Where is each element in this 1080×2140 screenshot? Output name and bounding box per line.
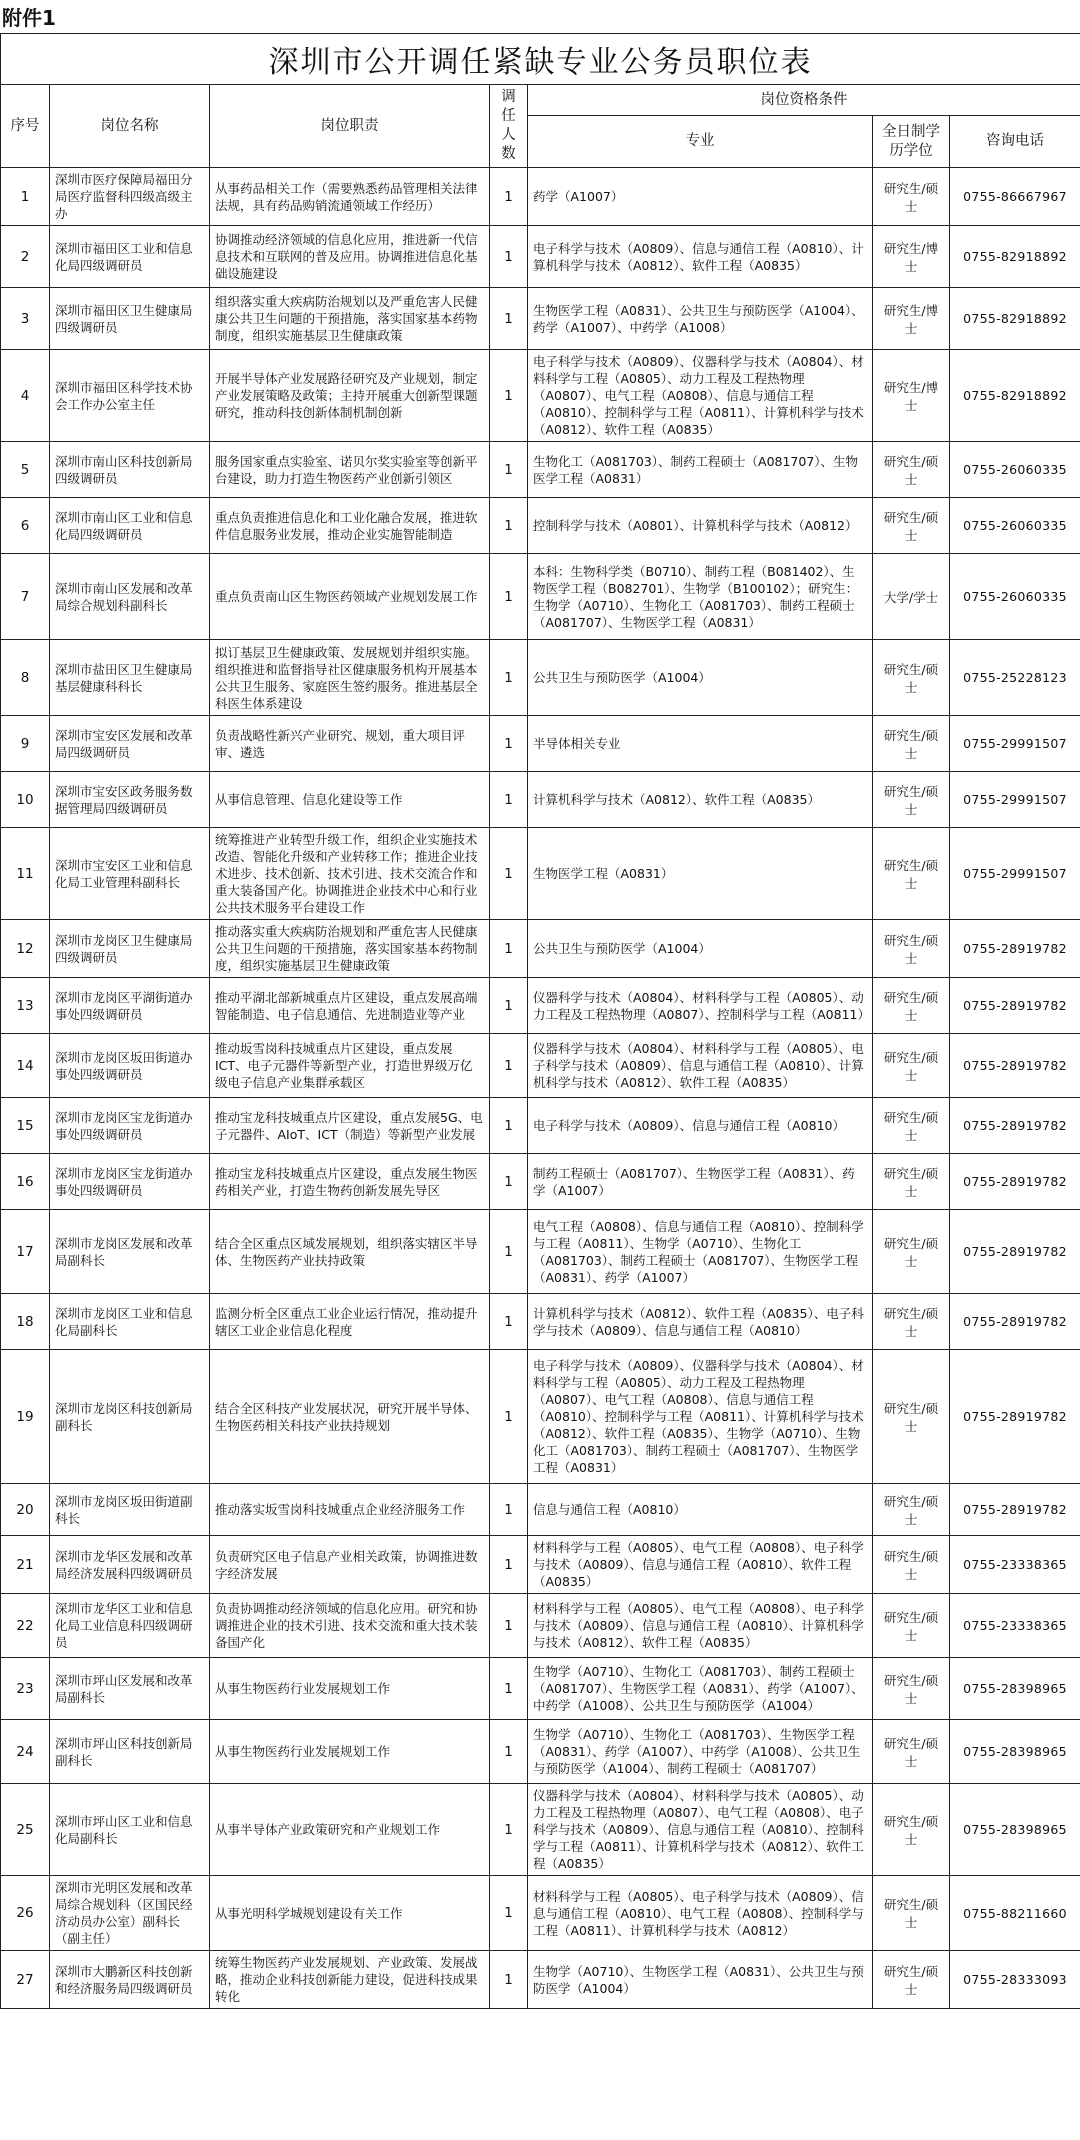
contact-phone: 0755-28919782 — [950, 1294, 1080, 1350]
position-degree: 研究生/硕士 — [873, 1210, 950, 1294]
position-major: 材料科学与工程（A0805）、电气工程（A0808）、电子科学与技术（A0809）、信息与通信工程（A0810）、计算机科学与技术（A0812）、软件工程（A0835） — [528, 1594, 873, 1658]
position-duty: 负责战略性新兴产业研究、规划，重大项目评审、遴选 — [210, 716, 490, 772]
position-duty: 从事半导体产业政策研究和产业规划工作 — [210, 1784, 490, 1876]
header-seq: 序号 — [1, 85, 50, 168]
header-position: 岗位名称 — [50, 85, 210, 168]
position-count: 1 — [490, 1294, 528, 1350]
position-major: 生物学（A0710）、生物医学工程（A0831）、公共卫生与预防医学（A1004） — [528, 1951, 873, 2009]
position-count: 1 — [490, 498, 528, 554]
position-degree: 研究生/硕士 — [873, 828, 950, 920]
row-number: 11 — [1, 828, 50, 920]
position-degree: 研究生/硕士 — [873, 1154, 950, 1210]
position-duty: 推动宝龙科技城重点片区建设，重点发展生物医药相关产业，打造生物药创新发展先导区 — [210, 1154, 490, 1210]
position-major: 生物化工（A081703）、制药工程硕士（A081707）、生物医学工程（A0831） — [528, 442, 873, 498]
header-phone: 咨询电话 — [950, 116, 1080, 168]
position-major: 信息与通信工程（A0810） — [528, 1484, 873, 1536]
position-name: 深圳市龙岗区科技创新局副科长 — [50, 1350, 210, 1484]
table-row — [1, 1034, 1080, 1098]
position-duty: 统筹生物医药产业发展规划、产业政策、发展战略，推动企业科技创新能力建设，促进科技成果转化 — [210, 1951, 490, 2009]
header-qualification: 岗位资格条件 — [528, 85, 1080, 116]
row-number: 2 — [1, 226, 50, 288]
table-row — [1, 1951, 1080, 2009]
position-count: 1 — [490, 920, 528, 978]
position-major: 电子科学与技术（A0809）、信息与通信工程（A0810）、计算机科学与技术（A0812）、软件工程（A0835） — [528, 226, 873, 288]
table-row — [1, 1658, 1080, 1720]
contact-phone: 0755-26060335 — [950, 554, 1080, 640]
position-degree: 研究生/博士 — [873, 350, 950, 442]
position-degree: 研究生/硕士 — [873, 1350, 950, 1484]
row-number: 8 — [1, 640, 50, 716]
position-name: 深圳市宝安区发展和改革局四级调研员 — [50, 716, 210, 772]
position-major: 电子科学与技术（A0809）、仪器科学与技术（A0804）、材料科学与工程（A0805）、动力工程及工程热物理（A0807）、电气工程（A0808）、信息与通信工程（A0810）、控制科学与工程（A0811）、计算机科学与技术（A0812）、软件工程（A0835） — [528, 350, 873, 442]
table-row — [1, 288, 1080, 350]
position-name: 深圳市宝安区政务服务数据管理局四级调研员 — [50, 772, 210, 828]
contact-phone: 0755-29991507 — [950, 828, 1080, 920]
position-major: 仪器科学与技术（A0804）、材料科学与工程（A0805）、电子科学与技术（A0809）、信息与通信工程（A0810）、计算机科学与技术（A0812）、软件工程（A0835） — [528, 1034, 873, 1098]
row-number: 16 — [1, 1154, 50, 1210]
position-name: 深圳市龙华区工业和信息化局工业信息科四级调研员 — [50, 1594, 210, 1658]
table-row — [1, 978, 1080, 1034]
table-row — [1, 772, 1080, 828]
page-title: 深圳市公开调任紧缺专业公务员职位表 — [1, 34, 1080, 85]
position-name: 深圳市龙岗区宝龙街道办事处四级调研员 — [50, 1098, 210, 1154]
position-count: 1 — [490, 1210, 528, 1294]
row-number: 15 — [1, 1098, 50, 1154]
position-duty: 从事生物医药行业发展规划工作 — [210, 1720, 490, 1784]
position-name: 深圳市盐田区卫生健康局基层健康科科长 — [50, 640, 210, 716]
table-row — [1, 1876, 1080, 1951]
position-degree: 研究生/硕士 — [873, 498, 950, 554]
header-degree: 全日制学历学位 — [873, 116, 950, 168]
contact-phone: 0755-86667967 — [950, 168, 1080, 226]
contact-phone: 0755-26060335 — [950, 498, 1080, 554]
position-degree: 研究生/硕士 — [873, 1658, 950, 1720]
position-count: 1 — [490, 1536, 528, 1594]
position-major: 仪器科学与技术（A0804）、材料科学与工程（A0805）、动力工程及工程热物理（A0807）、控制科学与工程（A0811） — [528, 978, 873, 1034]
position-name: 深圳市龙岗区坂田街道办事处四级调研员 — [50, 1034, 210, 1098]
contact-phone: 0755-28919782 — [950, 1210, 1080, 1294]
position-duty: 负责研究区电子信息产业相关政策，协调推进数字经济发展 — [210, 1536, 490, 1594]
position-degree: 研究生/硕士 — [873, 772, 950, 828]
position-name: 深圳市龙岗区卫生健康局四级调研员 — [50, 920, 210, 978]
contact-phone: 0755-28919782 — [950, 1034, 1080, 1098]
contact-phone: 0755-23338365 — [950, 1594, 1080, 1658]
position-name: 深圳市医疗保障局福田分局医疗监督科四级高级主办 — [50, 168, 210, 226]
table-row — [1, 1350, 1080, 1484]
position-degree: 研究生/硕士 — [873, 920, 950, 978]
position-major: 半导体相关专业 — [528, 716, 873, 772]
position-degree: 研究生/硕士 — [873, 168, 950, 226]
table-row — [1, 1594, 1080, 1658]
position-count: 1 — [490, 1658, 528, 1720]
position-duty: 协调推动经济领域的信息化应用，推进新一代信息技术和互联网的普及应用。协调推进信息化基础设施建设 — [210, 226, 490, 288]
row-number: 19 — [1, 1350, 50, 1484]
table-row — [1, 1720, 1080, 1784]
position-count: 1 — [490, 1876, 528, 1951]
position-duty: 从事光明科学城规划建设有关工作 — [210, 1876, 490, 1951]
row-number: 12 — [1, 920, 50, 978]
position-degree: 研究生/硕士 — [873, 1876, 950, 1951]
position-count: 1 — [490, 168, 528, 226]
row-number: 5 — [1, 442, 50, 498]
position-count: 1 — [490, 640, 528, 716]
position-duty: 从事药品相关工作（需要熟悉药品管理相关法律法规，具有药品购销流通领域工作经历） — [210, 168, 490, 226]
position-degree: 研究生/博士 — [873, 288, 950, 350]
contact-phone: 0755-82918892 — [950, 226, 1080, 288]
position-degree: 研究生/硕士 — [873, 640, 950, 716]
position-table — [0, 33, 1080, 2009]
position-degree: 研究生/硕士 — [873, 1720, 950, 1784]
table-row — [1, 226, 1080, 288]
position-major: 计算机科学与技术（A0812）、软件工程（A0835）、电子科学与技术（A0809）、信息与通信工程（A0810） — [528, 1294, 873, 1350]
position-major: 公共卫生与预防医学（A1004） — [528, 920, 873, 978]
contact-phone: 0755-23338365 — [950, 1536, 1080, 1594]
position-count: 1 — [490, 350, 528, 442]
position-duty: 从事生物医药行业发展规划工作 — [210, 1658, 490, 1720]
position-degree: 研究生/硕士 — [873, 1951, 950, 2009]
position-count: 1 — [490, 1350, 528, 1484]
row-number: 22 — [1, 1594, 50, 1658]
position-major: 计算机科学与技术（A0812）、软件工程（A0835） — [528, 772, 873, 828]
contact-phone: 0755-28398965 — [950, 1784, 1080, 1876]
position-name: 深圳市福田区科学技术协会工作办公室主任 — [50, 350, 210, 442]
position-count: 1 — [490, 1784, 528, 1876]
position-degree: 研究生/硕士 — [873, 716, 950, 772]
row-number: 17 — [1, 1210, 50, 1294]
position-degree: 研究生/硕士 — [873, 1484, 950, 1536]
table-row — [1, 1784, 1080, 1876]
position-degree: 研究生/博士 — [873, 226, 950, 288]
position-major: 公共卫生与预防医学（A1004） — [528, 640, 873, 716]
contact-phone: 0755-29991507 — [950, 716, 1080, 772]
row-number: 3 — [1, 288, 50, 350]
row-number: 23 — [1, 1658, 50, 1720]
table-row — [1, 442, 1080, 498]
position-count: 1 — [490, 1720, 528, 1784]
position-degree: 研究生/硕士 — [873, 1784, 950, 1876]
position-duty: 监测分析全区重点工业企业运行情况，推动提升辖区工业企业信息化程度 — [210, 1294, 490, 1350]
row-number: 27 — [1, 1951, 50, 2009]
position-name: 深圳市龙岗区宝龙街道办事处四级调研员 — [50, 1154, 210, 1210]
position-duty: 组织落实重大疾病防治规划以及严重危害人民健康公共卫生问题的干预措施，落实国家基本药物制度，组织实施基层卫生健康政策 — [210, 288, 490, 350]
position-name: 深圳市南山区科技创新局四级调研员 — [50, 442, 210, 498]
position-major: 本科：生物科学类（B0710）、制药工程（B081402）、生物医学工程（B082701）、生物学（B100102）；研究生：生物学（A0710）、生物化工（A081703）、制药工程硕士（A081707）、生物医学工程（A0831） — [528, 554, 873, 640]
position-duty: 开展半导体产业发展路径研究及产业规划，制定产业发展策略及政策；主持开展重大创新型课题研究，推动科技创新体制机制创新 — [210, 350, 490, 442]
position-duty: 结合全区科技产业发展状况，研究开展半导体、生物医药相关科技产业扶持规划 — [210, 1350, 490, 1484]
row-number: 25 — [1, 1784, 50, 1876]
table-row — [1, 168, 1080, 226]
contact-phone: 0755-28919782 — [950, 920, 1080, 978]
position-name: 深圳市宝安区工业和信息化局工业管理科副科长 — [50, 828, 210, 920]
row-number: 18 — [1, 1294, 50, 1350]
position-name: 深圳市福田区工业和信息化局四级调研员 — [50, 226, 210, 288]
table-body — [1, 168, 1080, 2009]
row-number: 6 — [1, 498, 50, 554]
contact-phone: 0755-25228123 — [950, 640, 1080, 716]
row-number: 4 — [1, 350, 50, 442]
position-count: 1 — [490, 1594, 528, 1658]
position-name: 深圳市福田区卫生健康局四级调研员 — [50, 288, 210, 350]
contact-phone: 0755-29991507 — [950, 772, 1080, 828]
position-name: 深圳市龙岗区平湖街道办事处四级调研员 — [50, 978, 210, 1034]
position-degree: 研究生/硕士 — [873, 978, 950, 1034]
table-row — [1, 828, 1080, 920]
position-name: 深圳市大鹏新区科技创新和经济服务局四级调研员 — [50, 1951, 210, 2009]
table-row — [1, 640, 1080, 716]
header-major: 专业 — [528, 116, 873, 168]
row-number: 9 — [1, 716, 50, 772]
position-duty: 重点负责推进信息化和工业化融合发展，推进软件信息服务业发展，推动企业实施智能制造 — [210, 498, 490, 554]
position-count: 1 — [490, 226, 528, 288]
position-duty: 拟订基层卫生健康政策、发展规划并组织实施。组织推进和监督指导社区健康服务机构开展基本公共卫生服务、家庭医生签约服务。推进基层全科医生体系建设 — [210, 640, 490, 716]
contact-phone: 0755-28919782 — [950, 1098, 1080, 1154]
position-count: 1 — [490, 1154, 528, 1210]
position-count: 1 — [490, 978, 528, 1034]
contact-phone: 0755-88211660 — [950, 1876, 1080, 1951]
row-number: 7 — [1, 554, 50, 640]
row-number: 1 — [1, 168, 50, 226]
position-duty: 负责协调推动经济领域的信息化应用。研究和协调推进企业的技术引进、技术交流和重大技术装备国产化 — [210, 1594, 490, 1658]
table-row — [1, 1484, 1080, 1536]
position-duty: 重点负责南山区生物医药领域产业规划发展工作 — [210, 554, 490, 640]
position-degree: 研究生/硕士 — [873, 442, 950, 498]
position-count: 1 — [490, 288, 528, 350]
table-row — [1, 498, 1080, 554]
position-major: 生物学（A0710）、生物化工（A081703）、生物医学工程（A0831）、药学（A1007）、中药学（A1008）、公共卫生与预防医学（A1004）、制药工程硕士（A081707） — [528, 1720, 873, 1784]
position-major: 材料科学与工程（A0805）、电子科学与技术（A0809）、信息与通信工程（A0810）、电气工程（A0808）、控制科学与工程（A0811）、计算机科学与技术（A0812） — [528, 1876, 873, 1951]
position-degree: 研究生/硕士 — [873, 1098, 950, 1154]
position-degree: 研究生/硕士 — [873, 1536, 950, 1594]
position-count: 1 — [490, 1951, 528, 2009]
contact-phone: 0755-28919782 — [950, 1350, 1080, 1484]
table-row — [1, 1536, 1080, 1594]
position-count: 1 — [490, 716, 528, 772]
header-row-1 — [1, 85, 1080, 116]
position-duty: 推动宝龙科技城重点片区建设，重点发展5G、电子元器件、AIoT、ICT（制造）等新型产业发展 — [210, 1098, 490, 1154]
position-major: 生物医学工程（A0831） — [528, 828, 873, 920]
row-number: 13 — [1, 978, 50, 1034]
table-row — [1, 1210, 1080, 1294]
position-duty: 结合全区重点区域发展规划，组织落实辖区半导体、生物医药产业扶持政策 — [210, 1210, 490, 1294]
position-duty: 推动平湖北部新城重点片区建设，重点发展高端智能制造、电子信息通信、先进制造业等产业 — [210, 978, 490, 1034]
position-duty: 推动落实重大疾病防治规划和严重危害人民健康公共卫生问题的干预措施，落实国家基本药物制度，组织实施基层卫生健康政策 — [210, 920, 490, 978]
position-name: 深圳市龙岗区工业和信息化局副科长 — [50, 1294, 210, 1350]
table-row — [1, 1154, 1080, 1210]
position-name: 深圳市坪山区科技创新局副科长 — [50, 1720, 210, 1784]
position-count: 1 — [490, 1484, 528, 1536]
position-duty: 服务国家重点实验室、诺贝尔奖实验室等创新平台建设，助力打造生物医药产业创新引领区 — [210, 442, 490, 498]
position-major: 仪器科学与技术（A0804）、材料科学与技术（A0805）、动力工程及工程热物理（A0807）、电气工程（A0808）、电子科学与技术（A0809）、信息与通信工程（A0810）、控制科学与工程（A0811）、计算机科学与技术（A0812）、软件工程（A0835） — [528, 1784, 873, 1876]
table-row — [1, 1098, 1080, 1154]
position-count: 1 — [490, 1034, 528, 1098]
table-row — [1, 920, 1080, 978]
position-name: 深圳市光明区发展和改革局综合规划科（区国民经济动员办公室）副科长（副主任） — [50, 1876, 210, 1951]
title-row — [1, 34, 1080, 85]
position-major: 材料科学与工程（A0805）、电气工程（A0808）、电子科学与技术（A0809）、信息与通信工程（A0810）、软件工程（A0835） — [528, 1536, 873, 1594]
position-major: 药学（A1007） — [528, 168, 873, 226]
position-count: 1 — [490, 828, 528, 920]
position-major: 电气工程（A0808）、信息与通信工程（A0810）、控制科学与工程（A0811）、生物学（A0710）、生物化工（A081703）、制药工程硕士（A081707）、生物医学工程（A0831）、药学（A1007） — [528, 1210, 873, 1294]
header-duty: 岗位职责 — [210, 85, 490, 168]
row-number: 10 — [1, 772, 50, 828]
position-duty: 统筹推进产业转型升级工作，组织企业实施技术改造、智能化升级和产业转移工作；推进企业技术进步、技术创新、技术引进、技术交流合作和重大装备国产化。协调推进企业技术中心和行业公共技术服务平台建设工作 — [210, 828, 490, 920]
row-number: 24 — [1, 1720, 50, 1784]
row-number: 21 — [1, 1536, 50, 1594]
position-degree: 研究生/硕士 — [873, 1594, 950, 1658]
contact-phone: 0755-82918892 — [950, 350, 1080, 442]
contact-phone: 0755-28333093 — [950, 1951, 1080, 2009]
position-count: 1 — [490, 1098, 528, 1154]
position-degree: 研究生/硕士 — [873, 1294, 950, 1350]
position-major: 生物医学工程（A0831）、公共卫生与预防医学（A1004）、药学（A1007）、中药学（A1008） — [528, 288, 873, 350]
position-name: 深圳市南山区发展和改革局综合规划科副科长 — [50, 554, 210, 640]
position-count: 1 — [490, 442, 528, 498]
row-number: 26 — [1, 1876, 50, 1951]
contact-phone: 0755-28398965 — [950, 1720, 1080, 1784]
position-name: 深圳市龙岗区发展和改革局副科长 — [50, 1210, 210, 1294]
position-name: 深圳市龙华区发展和改革局经济发展科四级调研员 — [50, 1536, 210, 1594]
row-number: 20 — [1, 1484, 50, 1536]
position-name: 深圳市南山区工业和信息化局四级调研员 — [50, 498, 210, 554]
position-duty: 推动坂雪岗科技城重点片区建设，重点发展ICT、电子元器件等新型产业，打造世界级万亿级电子信息产业集群承载区 — [210, 1034, 490, 1098]
table-row — [1, 716, 1080, 772]
contact-phone: 0755-28919782 — [950, 1484, 1080, 1536]
position-degree: 大学/学士 — [873, 554, 950, 640]
position-count: 1 — [490, 772, 528, 828]
position-name: 深圳市坪山区发展和改革局副科长 — [50, 1658, 210, 1720]
position-count: 1 — [490, 554, 528, 640]
table-row — [1, 350, 1080, 442]
position-name: 深圳市龙岗区坂田街道副科长 — [50, 1484, 210, 1536]
position-duty: 从事信息管理、信息化建设等工作 — [210, 772, 490, 828]
position-major: 生物学（A0710）、生物化工（A081703）、制药工程硕士（A081707）、生物医学工程（A0831）、药学（A1007）、中药学（A1008）、公共卫生与预防医学（A1004） — [528, 1658, 873, 1720]
table-row — [1, 554, 1080, 640]
row-number: 14 — [1, 1034, 50, 1098]
position-name: 深圳市坪山区工业和信息化局副科长 — [50, 1784, 210, 1876]
position-major: 电子科学与技术（A0809）、仪器科学与技术（A0804）、材料科学与工程（A0805）、动力工程及工程热物理（A0807）、电气工程（A0808）、信息与通信工程（A0810）、控制科学与工程（A0811）、计算机科学与技术（A0812）、软件工程（A0835）、生物学（A0710）、生物化工（A081703）、制药工程硕士（A081707）、生物医学工程（A0831） — [528, 1350, 873, 1484]
position-degree: 研究生/硕士 — [873, 1034, 950, 1098]
position-duty: 推动落实坂雪岗科技城重点企业经济服务工作 — [210, 1484, 490, 1536]
contact-phone: 0755-28398965 — [950, 1658, 1080, 1720]
table-row — [1, 1294, 1080, 1350]
contact-phone: 0755-26060335 — [950, 442, 1080, 498]
header-count: 调任人数 — [490, 85, 528, 168]
contact-phone: 0755-28919782 — [950, 978, 1080, 1034]
attachment-label: 附件1 — [2, 6, 56, 30]
position-major: 制药工程硕士（A081707）、生物医学工程（A0831）、药学（A1007） — [528, 1154, 873, 1210]
position-major: 控制科学与技术（A0801）、计算机科学与技术（A0812） — [528, 498, 873, 554]
contact-phone: 0755-28919782 — [950, 1154, 1080, 1210]
contact-phone: 0755-82918892 — [950, 288, 1080, 350]
position-major: 电子科学与技术（A0809）、信息与通信工程（A0810） — [528, 1098, 873, 1154]
